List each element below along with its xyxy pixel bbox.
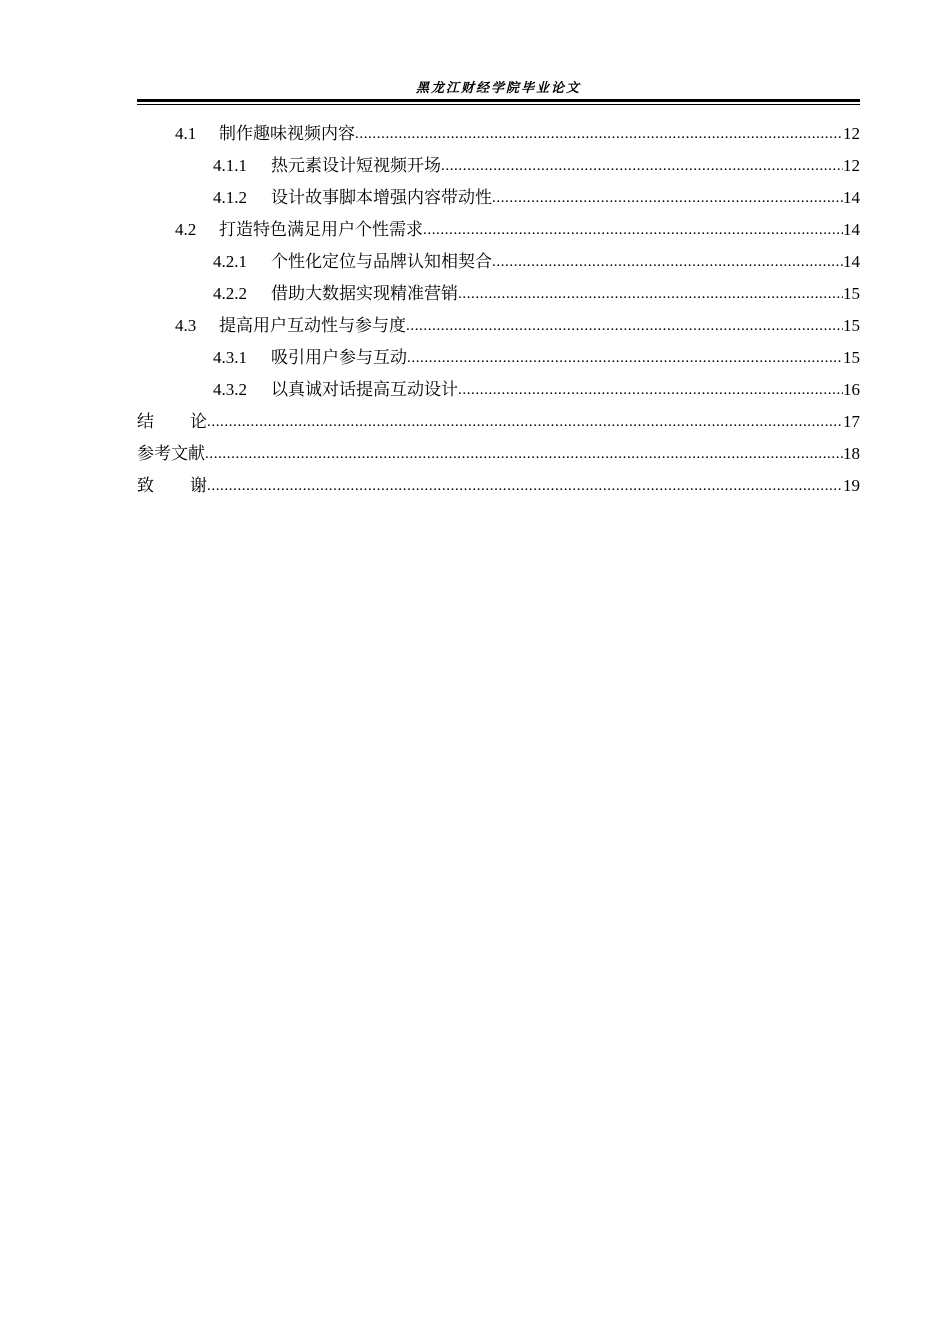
header-rule-thick — [137, 99, 860, 102]
toc-entry-number: 4.2 — [175, 220, 197, 239]
toc-entry-4-1-2[interactable] — [137, 182, 860, 214]
toc-entry-title: 参考文献 — [137, 444, 205, 464]
toc-entry-4-1-1[interactable] — [137, 150, 860, 182]
toc-entry-title: 借助大数据实现精准营销 — [271, 284, 458, 304]
toc-entry-page: 15 — [843, 284, 860, 303]
dot-leader — [406, 310, 843, 342]
toc-entry-title: 热元素设计短视频开场 — [271, 156, 441, 176]
toc-entry-title: 制作趣味视频内容 — [219, 124, 355, 144]
toc-entry-page: 12 — [843, 124, 860, 143]
header-rule-thin — [137, 104, 860, 105]
toc-entry-title: 以真诚对话提高互动设计 — [271, 380, 458, 400]
dot-leader — [423, 214, 843, 246]
toc-entry-4-3-2[interactable] — [137, 374, 860, 406]
toc-entry-page: 15 — [843, 348, 860, 367]
toc-entry-title: 提高用户互动性与参与度 — [219, 316, 406, 336]
dot-leader — [207, 406, 843, 438]
toc-entry-4-3[interactable] — [137, 310, 860, 342]
dot-leader — [407, 342, 843, 374]
toc-entry-title-first-char: 致 — [137, 476, 190, 496]
toc-entry-4-2-2[interactable] — [137, 278, 860, 310]
toc-entry-number: 4.3 — [175, 316, 197, 335]
toc-entry-title-first-char: 结 — [137, 412, 190, 432]
dot-leader — [492, 182, 843, 214]
dot-leader — [207, 470, 843, 502]
toc-entry-number: 4.2.1 — [213, 252, 247, 271]
dot-leader — [205, 438, 843, 470]
toc-entry-number: 4.2.2 — [213, 284, 247, 303]
toc-entry-acknowledgements[interactable] — [137, 470, 860, 502]
toc-entry-4-1[interactable] — [137, 118, 860, 150]
toc-entry-title-second-char: 论 — [190, 412, 207, 432]
toc-entry-page: 14 — [843, 220, 860, 239]
dot-leader — [441, 150, 843, 182]
toc-entry-page: 16 — [843, 380, 860, 399]
toc-entry-number: 4.3.2 — [213, 380, 247, 399]
dot-leader — [492, 246, 843, 278]
table-of-contents — [137, 118, 860, 502]
toc-entry-title: 设计故事脚本增强内容带动性 — [271, 188, 492, 208]
toc-entry-page: 19 — [843, 476, 860, 495]
toc-entry-number: 4.3.1 — [213, 348, 247, 367]
toc-entry-page: 14 — [843, 188, 860, 207]
toc-entry-4-3-1[interactable] — [137, 342, 860, 374]
toc-entry-page: 17 — [843, 412, 860, 431]
toc-entry-number: 4.1.1 — [213, 156, 247, 175]
toc-entry-page: 14 — [843, 252, 860, 271]
dot-leader — [458, 278, 843, 310]
toc-entry-4-2[interactable] — [137, 214, 860, 246]
toc-entry-page: 12 — [843, 156, 860, 175]
toc-entry-title: 吸引用户参与互动 — [271, 348, 407, 368]
dot-leader — [355, 118, 843, 150]
toc-entry-page: 15 — [843, 316, 860, 335]
toc-entry-title: 打造特色满足用户个性需求 — [219, 220, 423, 240]
toc-entry-conclusion[interactable] — [137, 406, 860, 438]
toc-entry-number: 4.1 — [175, 124, 197, 143]
toc-entry-page: 18 — [843, 444, 860, 463]
toc-entry-title: 个性化定位与品牌认知相契合 — [271, 252, 492, 272]
toc-entry-references[interactable] — [137, 438, 860, 470]
toc-entry-4-2-1[interactable] — [137, 246, 860, 278]
toc-entry-number: 4.1.2 — [213, 188, 247, 207]
dot-leader — [458, 374, 843, 406]
page-header-title: 黑龙江财经学院毕业论文 — [415, 81, 581, 96]
toc-entry-title-second-char: 谢 — [190, 476, 207, 496]
